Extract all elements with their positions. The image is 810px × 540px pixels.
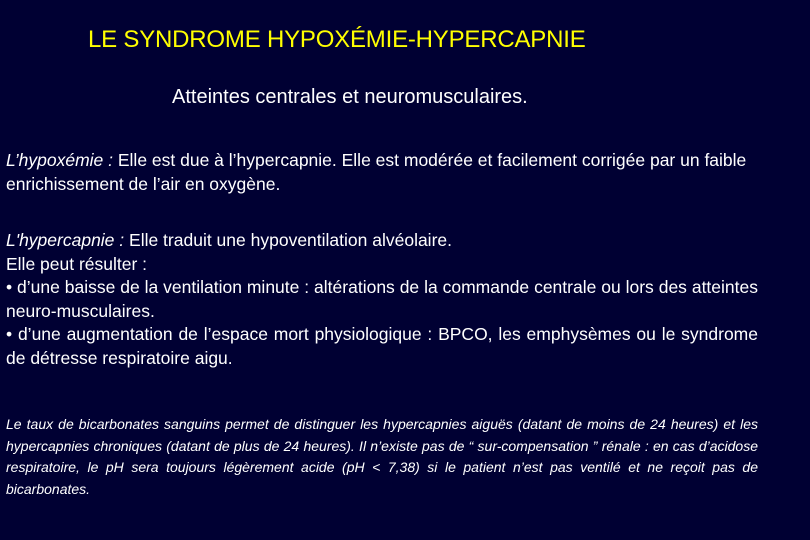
hypoxemia-term: L’hypoxémie :	[6, 150, 118, 170]
hypercapnia-paragraph	[6, 229, 758, 370]
hypoxemia-text: Elle est due à l’hypercapnie. Elle est modérée et facilement corrigée par un faible enrichissement de l’air en oxygène.	[6, 150, 747, 194]
hypercapnia-bullet-ventilation: • d’une baisse de la ventilation minute : altérations de la commande centrale ou lors des atteintes neuro-musculaires.	[6, 277, 758, 321]
slide-title: LE SYNDROME HYPOXÉMIE-HYPERCAPNIE	[88, 26, 586, 53]
hypercapnia-definition	[6, 229, 758, 253]
hypercapnia-intro: Elle peut résulter :	[6, 253, 148, 274]
hypercapnia-term: L'hypercapnie :	[6, 230, 130, 250]
bicarbonate-note: Le taux de bicarbonates sanguins permet de distinguer les hypercapnies aiguës (datant de moins de 24 heures) et les hypercapnies chroniques (datant de plus de 24 heures). Il n’existe pas de “ sur-compensation ” rénale : en cas d’acidose respiratoire, le pH sera toujours légèrement acide (pH < 7,38) si le patient n’est pas ventilé et ne reçoit pas de bicarbonates.	[6, 416, 758, 497]
slide-subtitle: Atteintes centrales et neuromusculaires.	[172, 86, 528, 108]
hypercapnia-bullet-dead-space: • d’une augmentation de l’espace mort physiologique : BPCO, les emphysèmes ou le syndrome de détresse respiratoire aigu.	[6, 324, 758, 368]
hypoxemia-paragraph	[6, 149, 758, 196]
hypercapnia-text: Elle traduit une hypoventilation alvéolaire.	[129, 230, 452, 250]
